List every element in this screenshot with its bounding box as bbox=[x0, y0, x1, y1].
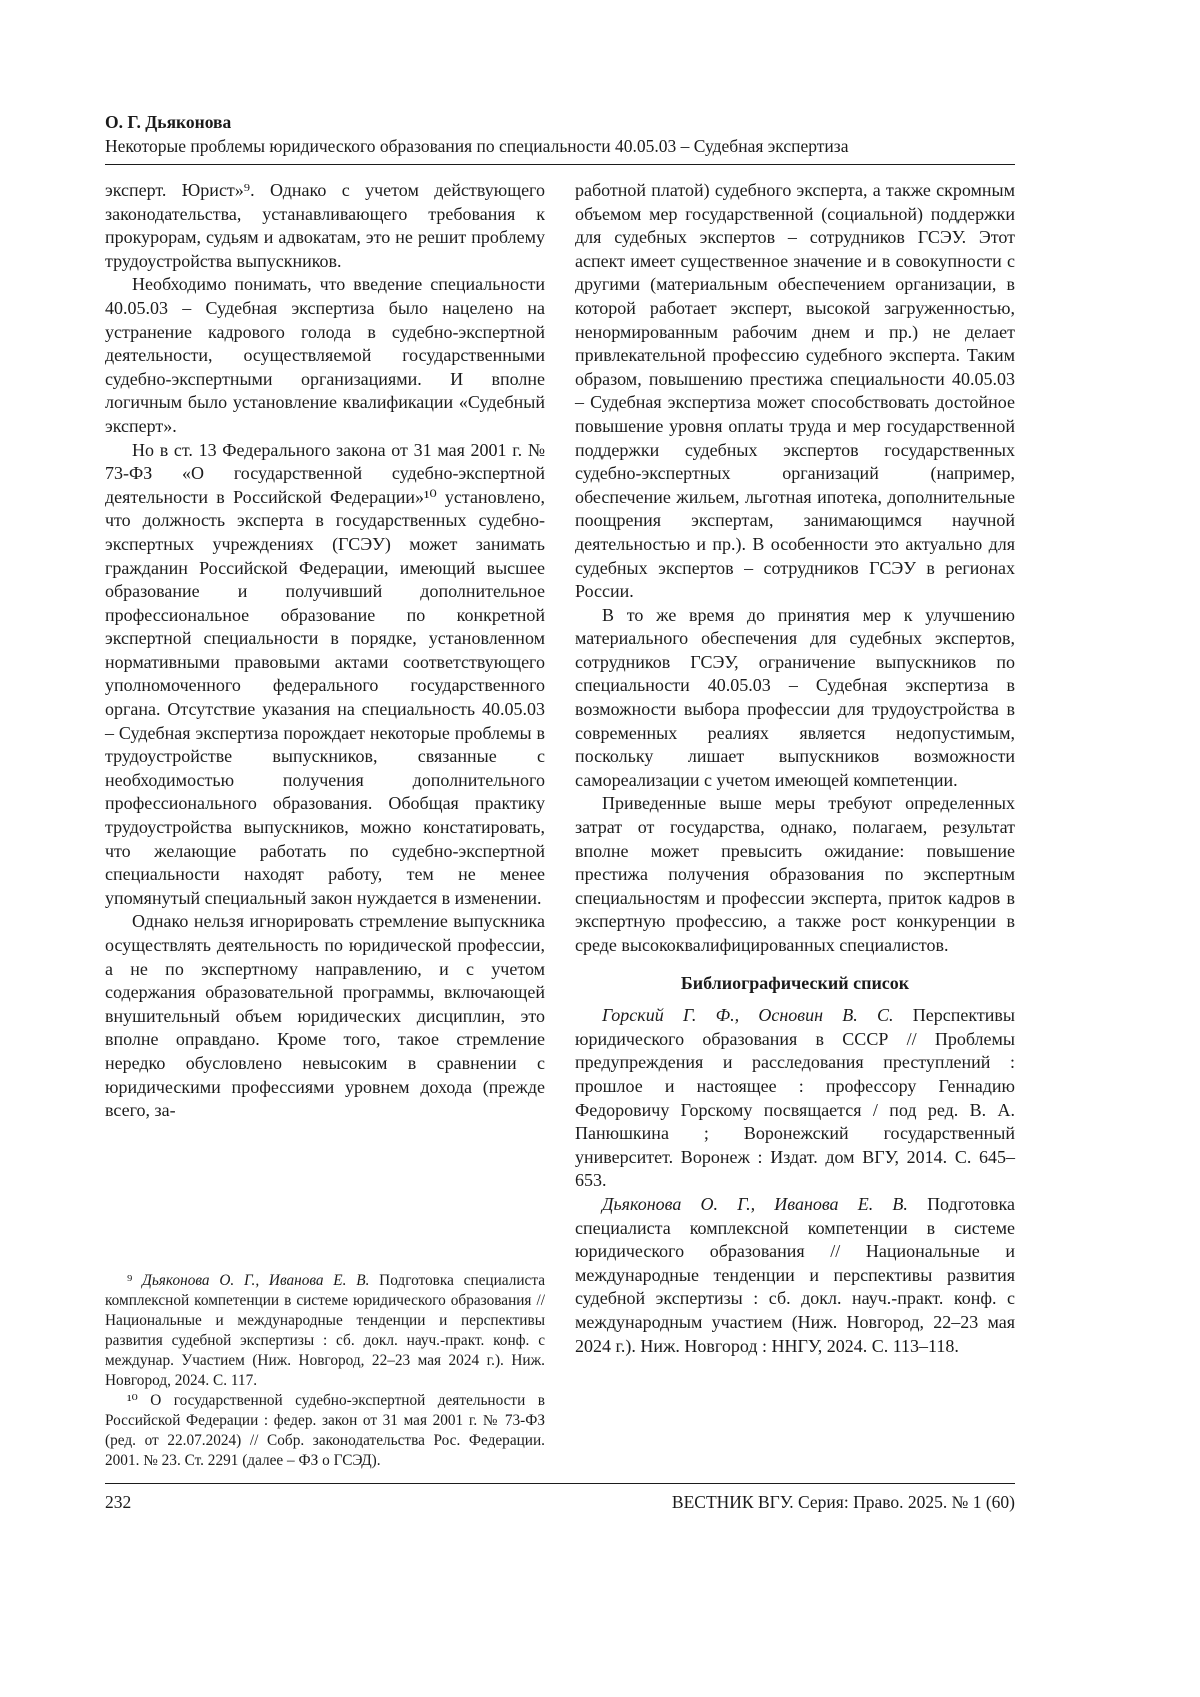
footnote-marker: ¹⁰ bbox=[127, 1392, 138, 1409]
right-column bbox=[575, 179, 1015, 1471]
body-paragraph: Необходимо понимать, что введение специальности 40.05.03 – Судебная экспертиза было нацелено на устранение кадрового голода в судебно-экспертной деятельности, осуществляемой государственными судебно-экспертными организациями. И вполне логичным было установление квалификации «Судебный эксперт». bbox=[105, 274, 545, 436]
page-footer bbox=[105, 1483, 1015, 1513]
body-paragraph: Приведенные выше меры требуют определенных затрат от государства, однако, полагаем, результат вполне может превысить ожидание: повышение престижа получения образования по экспертным специальностям и профессии эксперта, приток кадров в экспертную профессию, а также рост конкуренции в среде высококвалифицированных специалистов. bbox=[575, 793, 1015, 955]
bibliography-text: Перспективы юридического образования в СССР // Проблемы предупреждения и расследования преступлений : прошлое и настоящее : профессору Геннадию Федоровичу Горскому посвящается / под ред. В. А. Панюшкина ; Воронежский государственный университет. Воронеж : Издат. дом ВГУ, 2014. С. 645–653. bbox=[575, 1005, 1015, 1191]
left-column bbox=[105, 179, 545, 1471]
header-rule bbox=[105, 164, 1015, 165]
footnote bbox=[105, 1271, 545, 1391]
running-title: Некоторые проблемы юридического образования по специальности 40.05.03 – Судебная экспертиза bbox=[105, 136, 849, 156]
bibliography-authors: Горский Г. Ф., Основин В. С. bbox=[602, 1005, 894, 1026]
two-column-body bbox=[105, 179, 1015, 1471]
footnote-text: О государственной судебно-экспертной деятельности в Российской Федерации : федер. закон от 31 мая 2001 г. № 73-ФЗ (ред. от 22.07.2024) // Собр. законодательства Рос. Федерации. 2001. № 23. Ст. 2291 (далее – ФЗ о ГСЭД). bbox=[105, 1392, 545, 1469]
journal-line: ВЕСТНИК ВГУ. Серия: Право. 2025. № 1 (60) bbox=[671, 1492, 1015, 1512]
bibliography-entry bbox=[575, 1004, 1015, 1193]
footnote-authors: Дьяконова О. Г., Иванова Е. В. bbox=[142, 1272, 370, 1289]
footnote-text: Подготовка специалиста комплексной компетенции в системе юридического образования // Национальные и международные тенденции и перспективы развития судебной экспертизы : сб. докл. науч.-практ. конф. с междунар. Участием (Ниж. Новгород, 22–23 мая 2024 г.). Ниж. Новгород, 2024. С. 117. bbox=[105, 1272, 545, 1389]
body-paragraph: Однако нельзя игнорировать стремление выпускника осуществлять деятельность по юридической профессии, а не по экспертному направлению, и с учетом содержания образовательной программы, включающей внушительный объем юридических дисциплин, это вполне оправдано. Кроме того, такое стремление нередко обусловлено невысоким в сравнении с юридическими профессиями уровнем дохода (прежде всего, за- bbox=[105, 911, 545, 1121]
body-paragraph: эксперт. Юрист»⁹. Однако с учетом действующего законодательства, устанавливающего требования к прокурорам, судьям и адвокатам, это не решит проблему трудоустройства выпускников. bbox=[105, 180, 545, 271]
body-paragraph: Но в ст. 13 Федерального закона от 31 мая 2001 г. № 73-ФЗ «О государственной судебно-экспертной деятельности в Российской Федерации»¹⁰ установлено, что должность эксперта в государственных судебно-экспертных учреждениях (ГСЭУ) может занимать гражданин Российской Федерации, имеющий высшее образование и получивший дополнительное профессиональное образование по конкретной экспертной специальности в порядке, установленном нормативными правовыми актами соответствующего уполномоченного федерального государственного органа. Отсутствие указания на специальность 40.05.03 – Судебная экспертиза порождает некоторые проблемы в трудоустройстве выпускников, связанные с необходимостью получения дополнительного профессионального образования. Обобщая практику трудоустройства выпускников, можно констатировать, что желающие работать по судебно-экспертной специальности находят работу, тем не менее упомянутый специальный закон нуждается в изменении. bbox=[105, 439, 545, 908]
bibliography-heading: Библиографический список bbox=[680, 972, 910, 993]
page-number: 232 bbox=[105, 1492, 132, 1512]
footnote-marker: ⁹ bbox=[127, 1272, 133, 1289]
page-header bbox=[105, 110, 1015, 165]
bibliography-authors: Дьяконова О. Г., Иванова Е. В. bbox=[602, 1193, 908, 1214]
bibliography-entry bbox=[575, 1193, 1015, 1358]
body-paragraph: работной платой) судебного эксперта, а также скромным объемом мер государственной (социальной) поддержки для судебных экспертов – сотрудников ГСЭУ. Этот аспект имеет существенное значение и в совокупности с другими (материальным обеспечением организации, в которой работает эксперт, высокой загруженностью, ненормированным рабочим днем и пр.) не делает привлекательной профессию судебного эксперта. Таким образом, повышению престижа специальности 40.05.03 – Судебная экспертиза может способствовать достойное повышение уровня оплаты труда и мер государственной поддержки судебных экспертов государственных судебно-экспертных организаций (например, обеспечение жильем, льготная ипотека, дополнительные поощрения экспертам, занимающимся научной деятельностью и пр.). В особенности это актуально для судебных экспертов – сотрудников ГСЭУ в регионах России. bbox=[575, 180, 1015, 602]
running-author: О. Г. Дьяконова bbox=[105, 112, 232, 132]
bibliography-text: Подготовка специалиста комплексной компетенции в системе юридического образования // Национальные и международные тенденции и перспективы развития судебной экспертизы : сб. докл. науч.-практ. конф. с международным участием (Ниж. Новгород, 22–23 мая 2024 г.). Ниж. Новгород : ННГУ, 2024. С. 113–118. bbox=[575, 1193, 1015, 1356]
body-paragraph: В то же время до принятия мер к улучшению материального обеспечения для судебных экспертов, сотрудников ГСЭУ, ограничение выпускников по специальности 40.05.03 – Судебная экспертиза в возможности выбора профессии для трудоустройства в современных реалиях является недопустимым, поскольку лишает выпускников возможности самореализации с учетом имеющей компетенции. bbox=[575, 604, 1015, 790]
footnotes-block bbox=[105, 1261, 545, 1471]
footnote bbox=[105, 1391, 545, 1471]
